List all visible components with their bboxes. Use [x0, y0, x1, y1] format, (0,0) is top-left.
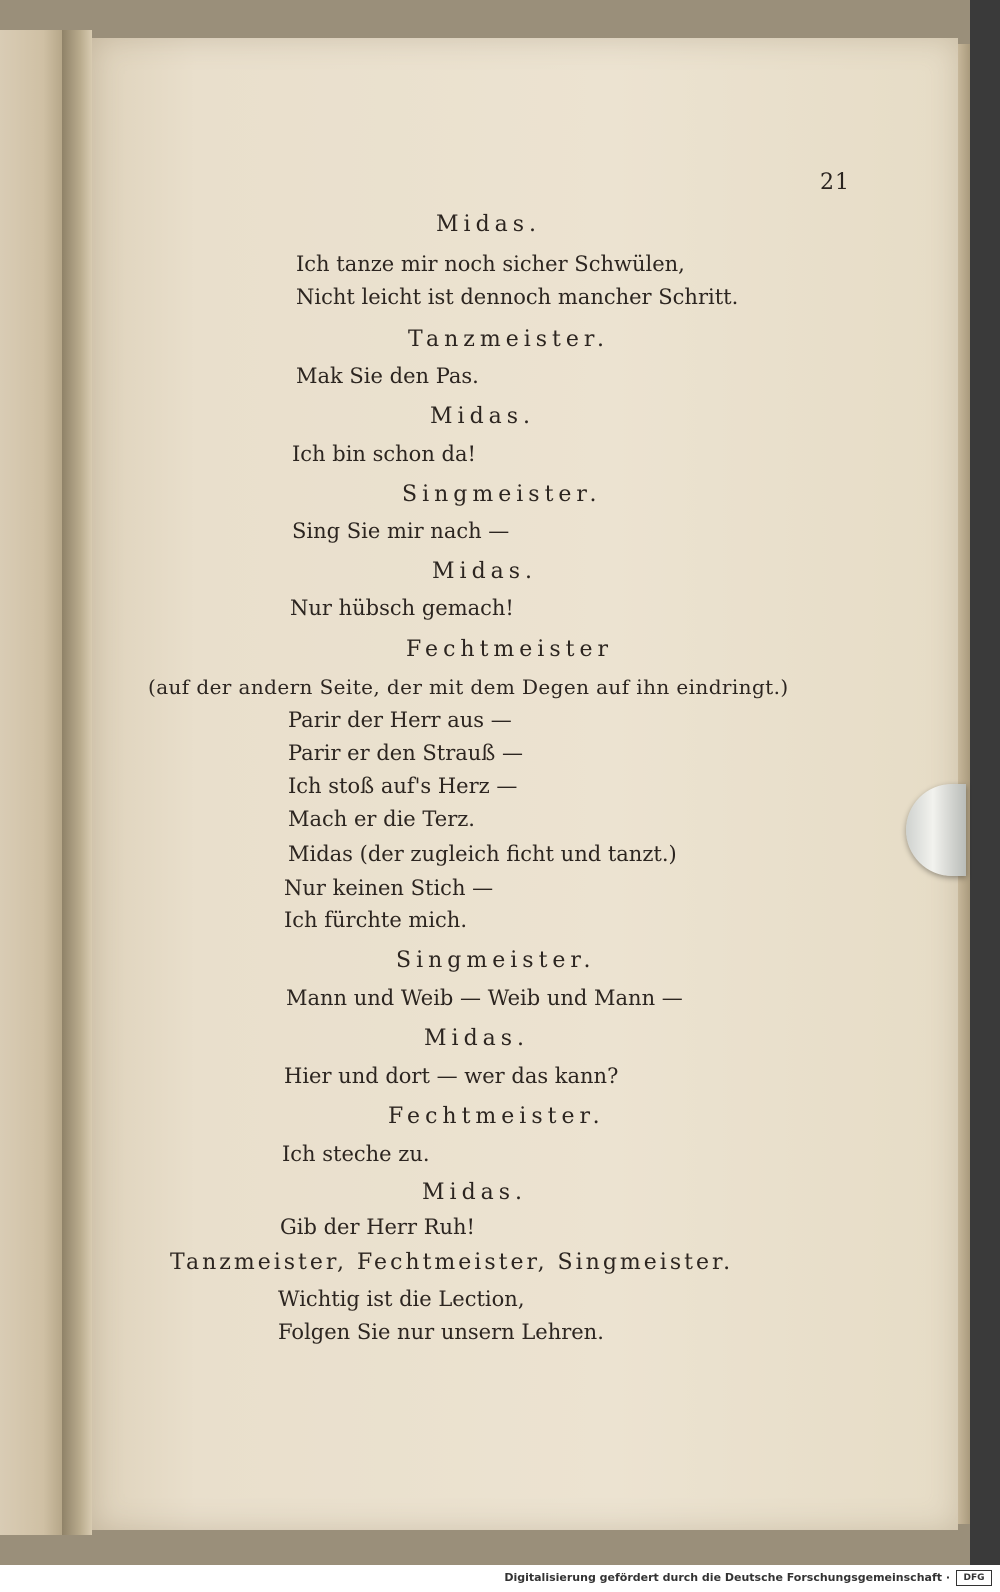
verse-line: Sing Sie mir nach — [292, 519, 510, 543]
verse-line: Nicht leicht ist dennoch mancher Schritt. [296, 285, 739, 309]
verse-line: Gib der Herr Ruh! [280, 1215, 475, 1239]
left-page-edge [0, 30, 62, 1535]
verse-line: Mach er die Terz. [288, 807, 475, 831]
verse-line: Wichtig ist die Lection, [278, 1287, 525, 1311]
verse-line: Midas (der zugleich ficht und tanzt.) [288, 842, 677, 866]
speaker-heading: Midas. [424, 1026, 530, 1051]
funding-credit: Digitalisierung gefördert durch die Deutsche Forschungsgemeinschaft · [504, 1571, 950, 1584]
speaker-heading: Tanzmeister, Fechtmeister, Singmeister. [170, 1250, 734, 1275]
speaker-heading: Midas. [436, 212, 542, 237]
digitization-footer [0, 1565, 1000, 1592]
verse-line: Hier und dort — wer das kann? [284, 1064, 619, 1088]
verse-line: Ich bin schon da! [292, 442, 476, 466]
verse-line: Mann und Weib — Weib und Mann — [286, 986, 683, 1010]
dfg-logo: DFG [956, 1570, 992, 1586]
speaker-heading: Singmeister. [396, 948, 596, 973]
verse-line: Folgen Sie nur unsern Lehren. [278, 1320, 604, 1344]
verse-line: Ich fürchte mich. [284, 908, 468, 932]
verse-line: Mak Sie den Pas. [296, 364, 479, 388]
verse-line: Parir der Herr aus — [288, 708, 512, 732]
speaker-heading: Midas. [430, 404, 536, 429]
speaker-heading: Fechtmeister. [388, 1104, 605, 1129]
stage-direction: (auf der andern Seite, der mit dem Degen auf ihn eindringt.) [148, 675, 789, 699]
book-gutter [62, 30, 92, 1535]
verse-line: Nur hübsch gemach! [290, 596, 514, 620]
speaker-heading: Singmeister. [402, 482, 602, 507]
speaker-heading: Fechtmeister [406, 637, 613, 662]
verse-line: Ich steche zu. [282, 1142, 430, 1166]
speaker-heading: Midas. [422, 1180, 528, 1205]
verse-line: Ich stoß auf's Herz — [288, 774, 518, 798]
verse-line: Nur keinen Stich — [284, 876, 494, 900]
verse-line: Parir er den Strauß — [288, 741, 523, 765]
speaker-heading: Midas. [432, 559, 538, 584]
verse-line: Ich tanze mir noch sicher Schwülen, [296, 252, 685, 276]
speaker-heading: Tanzmeister. [408, 327, 610, 352]
page-number: 21 [820, 170, 850, 195]
scan-background-edge [970, 0, 1000, 1565]
